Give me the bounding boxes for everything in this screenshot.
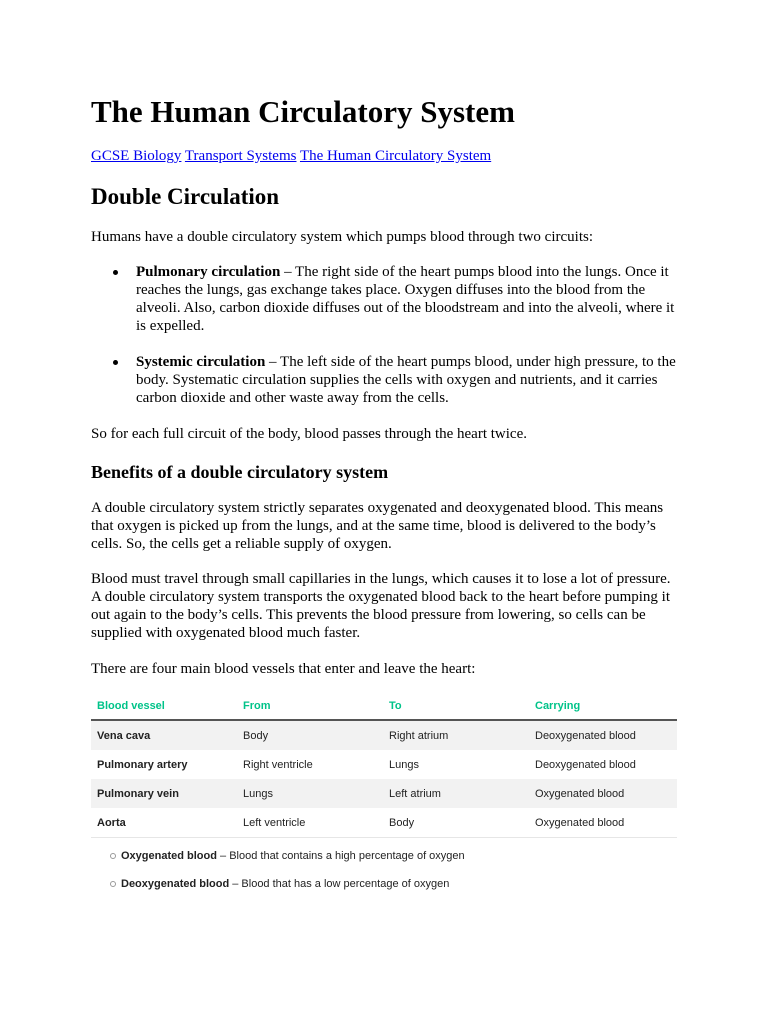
column-header-carrying: Carrying [535,699,581,712]
benefits-heading: Benefits of a double circulatory system [91,462,389,482]
breadcrumb-link-transport-systems[interactable]: Transport Systems [184,148,297,164]
definition-term: Oxygenated blood [121,850,217,862]
section-heading: Double Circulation [91,184,280,209]
table-header [91,692,677,721]
table-cell: Body [243,729,269,742]
table-cell: Oxygenated blood [535,816,625,829]
definition-text: – Blood that contains a high percentage of oxygen [216,850,465,862]
list-item [91,263,678,335]
table-row [91,779,677,808]
definition-term: Deoxygenated blood [121,878,230,890]
table-cell: Pulmonary vein [97,787,179,800]
breadcrumb-link-circulatory-system[interactable]: The Human Circulatory System [299,148,492,164]
benefits-paragraph-1: A double circulatory system strictly separates oxygenated and deoxygenated blood. This means that oxygen is picked up from the lungs, and at the same time, blood is delivered to the body’s cells. So, the cells get a reliable supply of oxygen. [91,500,664,552]
table-cell: Pulmonary artery [97,758,188,771]
bullet-text: – The right side of the heart pumps blood into the lungs. Once it reaches the lungs, gas exchange takes place. Oxygen diffuses into the blood from the alveoli. Also, carbon dioxide diffuses out of the bloodstream and into the alveoli, where it is expelled. [136,264,675,334]
intro-paragraph: Humans have a double circulatory system which pumps blood through two circuits: [91,229,593,245]
benefits-paragraph-2: Blood must travel through small capillaries in the lungs, which causes it to lose a lot of pressure. A double circulatory system transports the oxygenated blood back to the heart before pumping it out again to the body’s cells. This prevents the blood pressure from lowering, so cells can be supplied with oxygenated blood much faster. [91,571,671,641]
definitions-list [110,848,465,892]
table-cell: Lungs [243,787,273,800]
table-cell: Left atrium [389,787,441,800]
column-header-to: To [389,699,402,712]
blood-vessel-table [91,692,677,838]
circulation-list [91,263,678,407]
column-header-blood-vessel: Blood vessel [97,699,165,712]
bullet-icon [113,270,118,275]
circle-bullet-icon [110,853,116,859]
breadcrumb-link-gcse-biology[interactable]: GCSE Biology [91,148,182,164]
bullet-icon [113,360,118,365]
page-title: The Human Circulatory System [91,94,515,129]
table-cell: Aorta [97,816,126,829]
table-row [91,808,677,837]
circle-bullet-icon [110,881,116,887]
list-item [110,876,465,892]
table-cell: Vena cava [97,729,151,742]
bullet-term: Systemic circulation [136,354,266,370]
table-cell: Oxygenated blood [535,787,625,800]
table-cell: Body [389,816,415,829]
table-cell: Right ventricle [243,758,313,771]
breadcrumb [91,147,491,165]
definition-text: – Blood that has a low percentage of oxygen [229,878,450,890]
list-item [110,848,465,864]
bullet-term: Pulmonary circulation [136,264,281,280]
table-cell: Right atrium [389,729,449,742]
table-cell: Deoxygenated blood [535,729,636,742]
bullet-text: – The left side of the heart pumps blood, under high pressure, to the body. Systematic circulation supplies the cells with oxygen and nutrients, and it carries carbon dioxide and other waste away from the cells. [136,354,676,406]
table-bottom-divider [91,837,677,838]
table-row [91,750,677,779]
list-item [91,353,678,407]
column-header-from: From [243,699,271,712]
table-cell: Left ventricle [243,816,306,829]
table-row [91,721,677,750]
summary-paragraph: So for each full circuit of the body, blood passes through the heart twice. [91,426,527,442]
table-cell: Lungs [389,758,419,771]
table-cell: Deoxygenated blood [535,758,636,771]
vessels-intro-paragraph: There are four main blood vessels that enter and leave the heart: [91,661,476,677]
